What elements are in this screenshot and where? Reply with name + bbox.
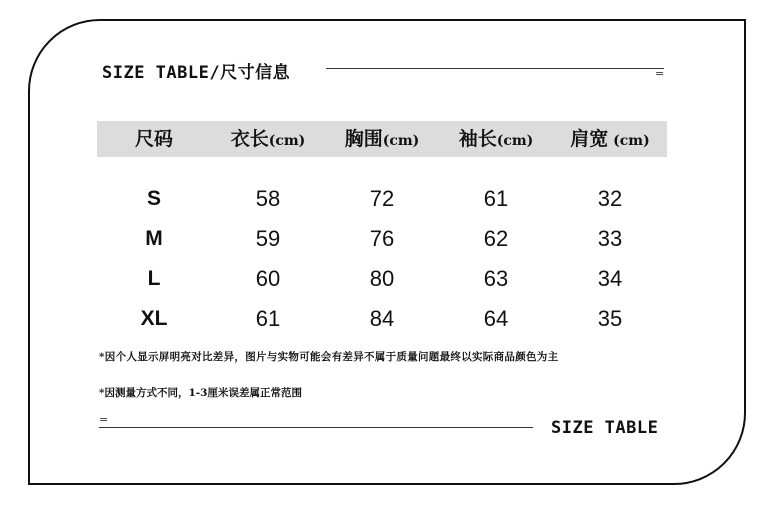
header-label: 肩宽 [570, 128, 609, 150]
page-title: SIZE TABLE/尺寸信息 [102, 63, 291, 83]
header-label: 胸围 [344, 128, 383, 150]
header-length [211, 121, 325, 157]
header-unit: (cm) [496, 133, 534, 149]
table-row [97, 224, 667, 254]
cell-chest: 84 [369, 306, 395, 331]
cell-shoulder: 32 [597, 186, 623, 211]
cell-length: 59 [255, 226, 281, 251]
cell-sleeve: 63 [483, 266, 509, 291]
cell-size: S [146, 187, 161, 210]
cell-chest: 80 [369, 266, 395, 291]
double-line-mark: = [655, 67, 665, 80]
header-shoulder [553, 121, 667, 157]
cell-shoulder: 34 [597, 266, 623, 291]
header-unit: (cm) [608, 133, 650, 149]
double-line-mark: = [99, 413, 109, 426]
cell-sleeve: 61 [483, 186, 509, 211]
cell-size: M [145, 227, 163, 250]
footer-divider [99, 427, 533, 428]
cell-size: L [147, 267, 161, 290]
footer-title: SIZE TABLE [551, 418, 659, 438]
cell-chest: 76 [369, 226, 395, 251]
header-size [97, 121, 211, 157]
title-divider [326, 68, 664, 69]
cell-shoulder: 33 [597, 226, 623, 251]
cell-chest: 72 [369, 186, 395, 211]
cell-sleeve: 64 [483, 306, 509, 331]
table-row [97, 184, 667, 214]
header-chest [325, 121, 439, 157]
cell-size: XL [140, 307, 168, 330]
header-label: 尺码 [134, 128, 173, 150]
header-unit: (cm) [268, 133, 306, 149]
cell-length: 60 [255, 266, 281, 291]
cell-length: 58 [255, 186, 281, 211]
header-label: 袖长 [458, 128, 497, 150]
cell-length: 61 [255, 306, 281, 331]
display-disclaimer-note: *因个人显示屏明亮对比差异，图片与实物可能会有差异不属于质量问题最终以实际商品颜色为主 [99, 351, 559, 363]
table-row [97, 304, 667, 334]
header-unit: (cm) [382, 133, 420, 149]
table-row [97, 264, 667, 294]
header-sleeve [439, 121, 553, 157]
header-label: 衣长 [230, 128, 269, 150]
cell-shoulder: 35 [597, 306, 623, 331]
measurement-tolerance-note: *因测量方式不同，1-3厘米误差属正常范围 [99, 387, 302, 399]
cell-sleeve: 62 [483, 226, 509, 251]
table-header [97, 121, 667, 157]
